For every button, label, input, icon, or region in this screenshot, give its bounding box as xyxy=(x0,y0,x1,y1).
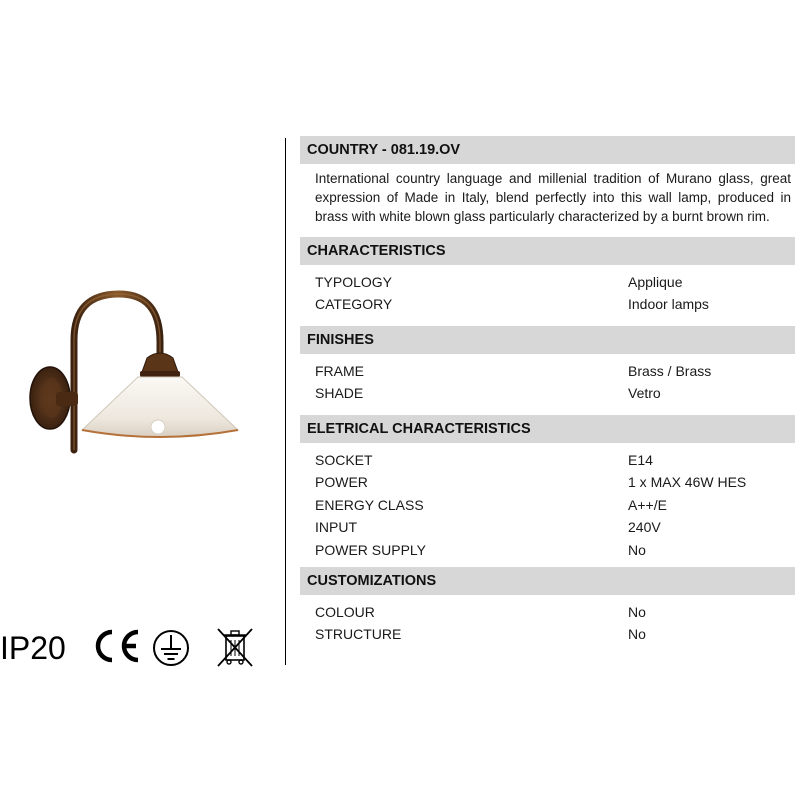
spec-label: SHADE xyxy=(315,385,364,402)
ce-mark-icon xyxy=(88,626,142,666)
section-header: FINISHES xyxy=(300,326,795,354)
spec-value: Vetro xyxy=(628,385,661,402)
section-header: CHARACTERISTICS xyxy=(300,237,795,265)
section-characteristics xyxy=(300,237,795,326)
spec-row xyxy=(300,539,795,561)
spec-row xyxy=(300,449,795,471)
spec-row xyxy=(300,382,795,404)
spec-label: POWER xyxy=(315,474,368,491)
product-image-wall-lamp xyxy=(22,280,252,465)
spec-value: 1 x MAX 46W HES xyxy=(628,474,747,491)
spec-label: INPUT xyxy=(315,519,357,536)
product-title: COUNTRY - 081.19.OV xyxy=(300,136,795,164)
spec-label: POWER SUPPLY xyxy=(315,541,426,558)
section-finishes xyxy=(300,326,795,415)
spec-label: ENERGY CLASS xyxy=(315,496,424,513)
spec-label: SOCKET xyxy=(315,452,373,468)
spec-sheet xyxy=(300,136,795,651)
ip-rating: IP20 xyxy=(0,630,66,666)
section-header: CUSTOMIZATIONS xyxy=(300,567,795,595)
spec-row xyxy=(300,623,795,645)
spec-row xyxy=(300,360,795,382)
spec-row xyxy=(300,516,795,538)
product-description: International country language and millenial tradition of Murano glass, great expression of Made in Italy, blend perfectly into this wall lamp, produced in brass with white blown glass particularly characterized by a burnt brown rim. xyxy=(315,171,791,224)
spec-row xyxy=(300,601,795,623)
section-customizations xyxy=(300,567,795,651)
spec-label: STRUCTURE xyxy=(315,626,402,643)
spec-value: No xyxy=(628,541,646,558)
spec-value: A++/E xyxy=(628,496,667,513)
spec-value: 240V xyxy=(628,519,661,536)
spec-row xyxy=(300,293,795,315)
section-electrical-characteristics xyxy=(300,415,795,567)
spec-row xyxy=(300,271,795,293)
spec-label: CATEGORY xyxy=(315,296,393,313)
spec-value: No xyxy=(628,626,646,643)
ground-icon xyxy=(151,628,191,668)
spec-row xyxy=(300,471,795,493)
spec-value: Brass / Brass xyxy=(628,363,712,379)
section-header: ELETRICAL CHARACTERISTICS xyxy=(300,415,795,443)
spec-value: No xyxy=(628,604,646,620)
weee-bin-icon xyxy=(214,626,256,668)
spec-value: Applique xyxy=(628,274,683,290)
spec-row xyxy=(300,494,795,516)
spec-label: TYPOLOGY xyxy=(315,274,393,290)
spec-value: Indoor lamps xyxy=(628,296,709,313)
column-divider xyxy=(285,138,286,665)
certification-symbols xyxy=(0,622,270,672)
spec-value: E14 xyxy=(628,452,653,468)
spec-label: FRAME xyxy=(315,363,364,379)
spec-label: COLOUR xyxy=(315,604,375,620)
